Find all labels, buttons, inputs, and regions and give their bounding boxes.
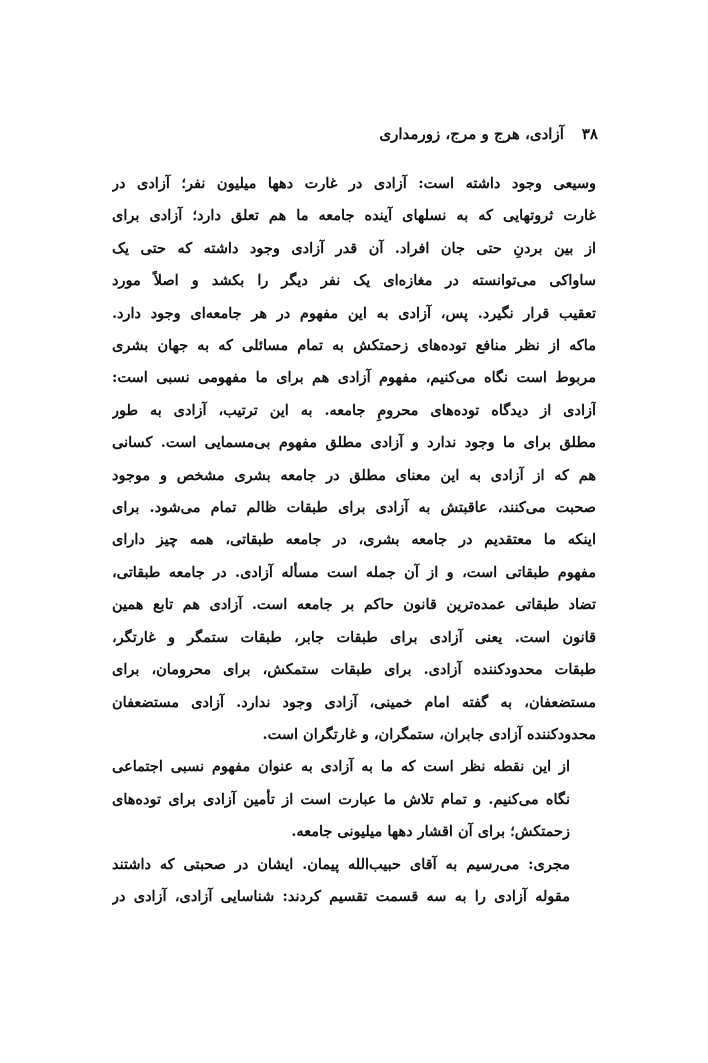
text-line: محدودکننده آزادی جابران، ستمگران، و غارتگران است. (262, 725, 596, 743)
text-line: مفهوم طبقاتی است، و از آن جمله است مسأله آزادی. در جامعه طبقاتی، (112, 563, 596, 581)
paragraph-2 (112, 751, 596, 848)
text-line: از بین بردنِ حتی جان افراد. آن قدر آزادی وجود داشته که حتی یک (112, 239, 596, 257)
text-line: ماکه از نظر منافع توده‌های زحمتکش به تمام مسائلی که به جهان بشری (112, 337, 596, 355)
text-line: وسیعی وجود داشته است: آزادی در غارت دهها میلیون نفر؛ آزادی در (112, 175, 596, 192)
text-line: مربوط است نگاه می‌کنیم، مفهوم آزادی هم برای ما مفهومی نسبی است: (112, 369, 596, 387)
text-line: آزادی از دیدگاه توده‌های محرومِ جامعه. به این ترتیب، آزادی به طور (112, 401, 596, 419)
text-line: قانون است. یعنی آزادی برای طبقات جابر، طبقات ستمگر و غارتگر، (112, 628, 596, 646)
text-line: مقوله آزادی را به سه قسمت تقسیم کردند: شناسایی آزادی، آزادی در (112, 887, 570, 905)
page-header (110, 122, 598, 146)
text-line: اینکه ما معتقدیم در جامعه بشری، در جامعه طبقاتی، همه چیز دارای (112, 531, 596, 549)
text-line: مجری: می‌رسیم به آقای حبیب‌الله پیمان. ایشان در صحبتی که داشتند (112, 855, 570, 873)
text-line: مطلق برای ما وجود ندارد و آزادی مطلق مفهوم بی‌مسمایی است. کسانی (112, 434, 596, 452)
text-line: صحبت می‌کنند، عاقبتش به آزادی برای طبقات ظالم تمام می‌شود. برای (112, 499, 596, 517)
body-text (112, 168, 596, 913)
text-line: تعقیب قرار نگیرد. پس، آزادی به این مفهوم در هر جامعه‌ای وجود دارد. (112, 304, 596, 322)
page-number: ۳۸ (581, 125, 598, 143)
text-line: از این نقطه نظر است که ما به آزادی به عنوان مفهوم نسبی اجتماعی (112, 758, 570, 776)
running-title: آزادی، هرج و مرج، زورمداری (379, 125, 564, 143)
text-line: زحمتکش؛ برای آن اقشار دهها میلیونی جامعه. (291, 823, 570, 841)
text-line: تضاد طبقاتی عمده‌ترین قانون حاکم بر جامعه است. آزادی هم تابع همین (112, 596, 596, 614)
paragraph-3 (112, 849, 596, 914)
text-line: مستضعفان، به گفته امام خمینی، آزادی وجود ندارد. آزادی مستضعفان (112, 693, 596, 711)
text-line: طبقات محدودکننده آزادی. برای طبقات ستمکش، برای محرومان، برای (112, 661, 596, 679)
text-line: غارت ثروتهایی که به نسلهای آینده جامعه ما هم تعلق دارد؛ آزادی برای (112, 207, 596, 225)
text-line: هم که از آزادی به این معنای مطلق در جامعه بشری مشخص و موجود (112, 466, 596, 484)
text-line: ساواکی می‌توانسته در مغازه‌ای یک نفر دیگر را بکشد و اصلاً مورد (112, 272, 596, 290)
text-line: نگاه می‌کنیم. و تمام تلاش ما عبارت است از تأمین آزادی برای توده‌های (112, 790, 570, 808)
paragraph-1 (112, 168, 596, 751)
